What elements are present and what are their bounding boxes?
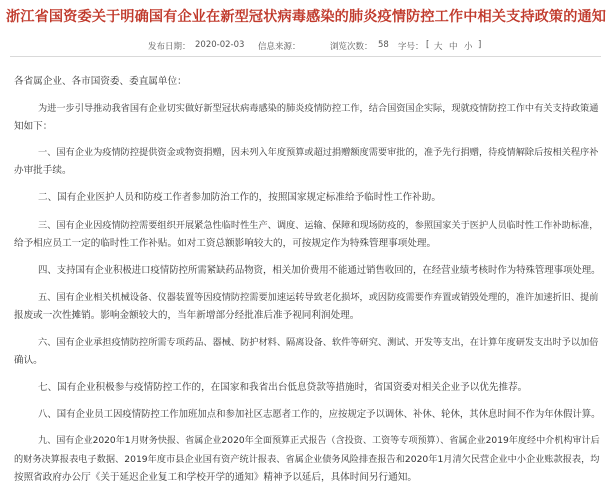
item-6-line-2: 确认。	[14, 355, 43, 366]
intro-line-2: 知如下：	[14, 121, 53, 132]
publish-date: 2020-02-03	[195, 40, 245, 50]
salutation: 各省属企业、各市国资委、委直属单位：	[14, 76, 187, 87]
font-size-label: 字号：	[398, 42, 424, 52]
intro-line-1: 为进一步引导推动我省国有企业切实做好新型冠状病毒感染的肺炎疫情防控工作，结合国资国企实际，现就疫情防控工作中有关支持政策通	[38, 103, 599, 114]
item-9-line-2: 的财务决算报表电子数据、2019年度市县企业国有资产统计报表、省属企业债务风险排查报告和2020年1月清欠民营企业中小企业账款报表，均	[14, 454, 600, 465]
item-1-line-1: 一、国有企业为疫情防控提供资金或物资捐赠，因未列入年度预算或超过捐赠额度需要审批的，准予先行捐赠，待疫情解除后按相关程序补	[38, 147, 599, 158]
item-8-line-1: 八、国有企业员工因疫情防控工作加班加点和参加社区志愿者工作的，应按规定予以调休、补休、轮休，其休息时间不作为年休假计算。	[38, 409, 601, 420]
publish-date-label: 发布日期：	[148, 42, 191, 52]
font-size-small-button[interactable]: 小	[464, 42, 473, 52]
item-2-line-1: 二、国有企业医护人员和防疫工作者参加防治工作的，按照国家规定标准给予临时性工作补助。	[38, 192, 441, 203]
item-3-line-1: 三、国有企业因疫情防控需要组织开展紧急性临时性生产、调度、运输、保障和现场防疫的，参照国家关于医护人员临时性工作补助标准，	[38, 220, 599, 231]
title-divider	[10, 56, 601, 57]
source-label: 信息来源：	[258, 42, 301, 52]
views-count: 58	[378, 40, 389, 50]
item-4-line-1: 四、支持国有企业积极进口疫情防控所需紧缺药品物资，相关加价费用不能通过销售收回的，在经营业绩考核时作为特殊管理事项处理。	[38, 265, 601, 276]
font-size-medium-button[interactable]: 中	[449, 42, 458, 52]
item-5-line-2: 报废或一次性摊销。影响金额较大的，当年新增部分经批准后准予视同利润处理。	[14, 310, 360, 321]
bracket-open: [	[426, 40, 430, 50]
bracket-close: ]	[478, 40, 482, 50]
item-5-line-1: 五、国有企业相关机械设备、仪器装置等因疫情防控需要加速运转导致老化损坏，或因防疫需要作弃置或销毁处理的，准许加速折旧、提前	[38, 292, 599, 303]
item-7-line-1: 七、国有企业积极参与疫情防控工作的，在国家和我省出台低息贷款等措施时，省国资委对相关企业予以优先推荐。	[38, 382, 528, 393]
item-3-line-2: 给予相应员工一定的临时性工作补贴。如对工资总额影响较大的，可按规定作为特殊管理事项处理。	[14, 238, 437, 249]
article-title: 浙江省国资委关于明确国有企业在新型冠状病毒感染的肺炎疫情防控工作中相关支持政策的通知	[6, 9, 606, 25]
item-1-line-2: 办审批手续。	[14, 165, 72, 176]
font-size-large-button[interactable]: 大	[434, 42, 443, 52]
item-9-line-3: 按照省政府办公厅《关于延迟企业复工和学校开学的通知》精神予以延后，具体时间另行通知。	[14, 472, 417, 483]
item-9-line-1: 九、国有企业2020年1月财务快报、省属企业2020年全面预算正式报告（含投资、工资等专项预算）、省属企业2019年度经中介机构审计后	[38, 436, 600, 446]
views-label: 浏览次数：	[330, 42, 373, 52]
item-6-line-1: 六、国有企业承担疫情防控所需专项药品、器械、防护材料、隔离设备、软件等研究、测试、开发等支出，在计算年度研发支出时予以加倍	[38, 337, 599, 348]
